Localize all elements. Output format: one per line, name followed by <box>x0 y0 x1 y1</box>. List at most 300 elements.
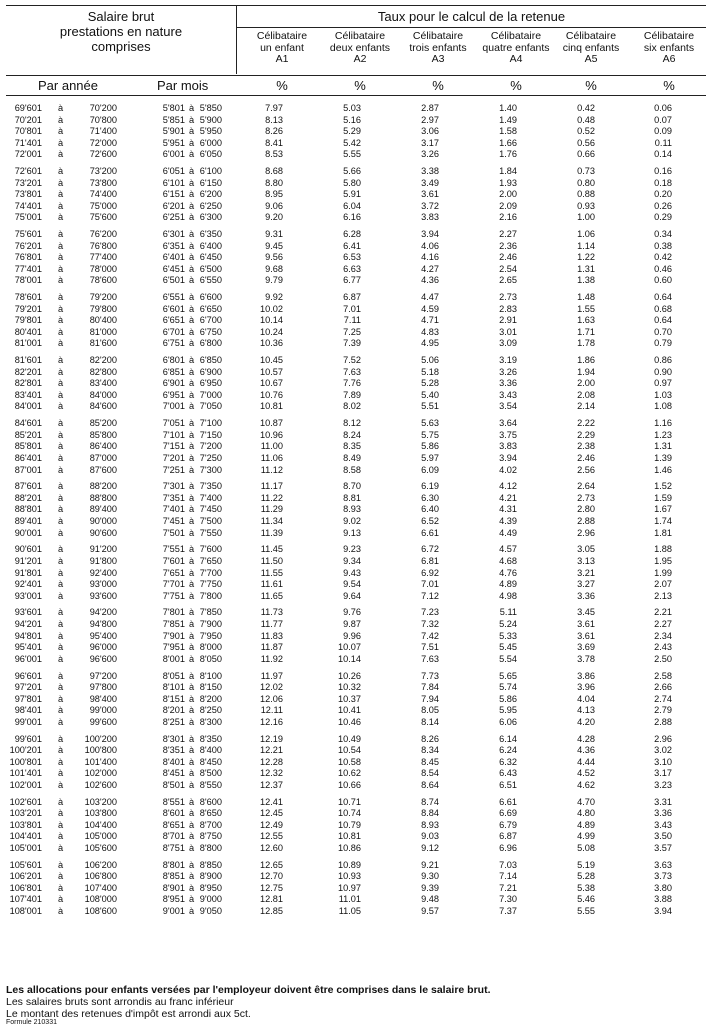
annual-from-cell: 69'601 <box>14 103 42 113</box>
rate-cell-a3: 5.63 <box>421 418 439 429</box>
rate-cell-a5: 3.27 <box>577 579 595 589</box>
annual-to-cell: 104'400 <box>84 819 117 830</box>
range-separator: à <box>189 544 195 555</box>
table-row <box>0 556 713 567</box>
range-separator: à <box>58 653 64 664</box>
rate-cell-a5: 3.61 <box>577 630 595 641</box>
range-separator: à <box>189 516 195 526</box>
annual-to-cell: 84'000 <box>89 389 117 400</box>
rate-cell-a1: 10.14 <box>260 315 283 326</box>
monthly-from-cell: 6'551 <box>162 292 185 303</box>
rate-cell-a6: 2.07 <box>654 579 672 589</box>
column-children: un enfant <box>260 41 304 54</box>
range-separator: à <box>58 212 64 223</box>
rate-cell-a4: 6.69 <box>499 808 517 819</box>
annual-to-cell: 105'600 <box>84 842 117 853</box>
annual-from-cell: 93'601 <box>14 607 42 618</box>
range-separator: à <box>189 355 195 366</box>
rate-cell-a3: 8.05 <box>421 705 439 716</box>
annual-from-cell: 86'401 <box>14 452 42 463</box>
rate-cell-a4: 3.19 <box>499 355 517 366</box>
range-separator: à <box>189 401 195 412</box>
rate-cell-a2: 8.12 <box>343 418 361 429</box>
range-separator: à <box>189 779 195 790</box>
monthly-from-cell: 8'301 <box>162 733 185 744</box>
range-separator: à <box>58 189 64 200</box>
rate-cell-a2: 7.76 <box>343 378 361 389</box>
rate-cell-a1: 11.65 <box>260 590 283 601</box>
rate-cell-a5: 0.80 <box>577 177 595 188</box>
rate-cell-a2: 6.16 <box>343 212 361 223</box>
annual-from-cell: 75'001 <box>14 212 42 223</box>
rate-cell-a5: 5.55 <box>577 905 595 916</box>
rate-cell-a4: 1.49 <box>499 114 517 125</box>
annual-to-cell: 85'200 <box>89 418 117 429</box>
rate-cell-a4: 7.21 <box>499 882 517 893</box>
rate-cell-a1: 10.81 <box>260 401 283 412</box>
rate-cell-a3: 4.95 <box>421 338 439 349</box>
rate-cell-a5: 4.20 <box>577 716 595 727</box>
annual-from-cell: 93'001 <box>14 590 42 601</box>
annual-from-cell: 95'401 <box>14 642 42 653</box>
rate-cell-a1: 10.96 <box>260 429 283 440</box>
monthly-to-cell: 6'150 <box>199 177 222 188</box>
rate-cell-a3: 5.86 <box>421 441 439 452</box>
monthly-to-cell: 6'050 <box>199 149 222 160</box>
table-row <box>0 275 713 286</box>
rate-cell-a1: 11.22 <box>260 492 283 503</box>
monthly-from-cell: 5'851 <box>162 114 185 125</box>
table-row <box>0 149 713 160</box>
rate-cell-a4: 3.54 <box>499 401 517 412</box>
annual-to-cell: 79'200 <box>89 292 117 303</box>
range-separator: à <box>189 670 195 681</box>
rate-cell-a2: 7.25 <box>343 326 361 337</box>
range-separator: à <box>189 263 195 274</box>
rate-cell-a3: 7.01 <box>421 579 439 589</box>
rate-cell-a4: 7.30 <box>499 894 517 905</box>
rate-cell-a2: 9.76 <box>343 607 361 618</box>
rate-cell-a6: 0.46 <box>654 263 672 274</box>
rate-cell-a1: 12.02 <box>260 682 283 692</box>
rate-cell-a5: 4.04 <box>577 693 595 704</box>
column-children: six enfants <box>643 41 695 54</box>
rate-cell-a2: 10.79 <box>338 819 361 830</box>
rates-heading: Taux pour le calcul de la retenue <box>377 9 566 24</box>
range-separator: à <box>58 808 64 819</box>
rate-cell-a3: 7.73 <box>421 670 439 681</box>
table-row <box>0 607 713 618</box>
range-separator: à <box>189 275 195 286</box>
monthly-to-cell: 6'550 <box>199 275 222 286</box>
range-separator: à <box>58 716 64 727</box>
range-separator: à <box>189 808 195 819</box>
table-row <box>0 229 713 240</box>
range-separator: à <box>189 240 195 251</box>
rate-cell-a6: 1.52 <box>654 481 672 492</box>
rate-cell-a6: 0.79 <box>654 338 672 349</box>
rate-cell-a2: 10.66 <box>338 779 361 790</box>
annual-to-cell: 73'200 <box>89 166 117 177</box>
monthly-to-cell: 6'700 <box>199 315 222 326</box>
annual-to-cell: 106'200 <box>84 859 117 870</box>
per-month-label: Par mois <box>157 78 209 93</box>
monthly-to-cell: 7'000 <box>199 389 222 400</box>
rate-cell-a4: 5.65 <box>499 670 517 681</box>
monthly-to-cell: 8'650 <box>199 808 222 819</box>
rate-cell-a1: 11.87 <box>260 642 283 653</box>
rate-cell-a5: 1.00 <box>577 212 595 223</box>
rate-cell-a6: 0.38 <box>654 240 672 251</box>
annual-to-cell: 88'800 <box>89 492 117 503</box>
annual-from-cell: 84'601 <box>14 418 42 429</box>
monthly-to-cell: 6'800 <box>199 338 222 349</box>
table-row <box>0 355 713 366</box>
annual-to-cell: 90'000 <box>89 516 117 526</box>
annual-from-cell: 103'801 <box>9 819 42 830</box>
monthly-from-cell: 6'751 <box>162 338 185 349</box>
rate-cell-a4: 1.84 <box>499 166 517 177</box>
range-separator: à <box>189 189 195 200</box>
monthly-from-cell: 7'601 <box>162 555 185 566</box>
annual-from-cell: 81'601 <box>14 355 42 366</box>
rate-cell-a4: 6.32 <box>499 756 517 767</box>
range-separator: à <box>58 705 64 716</box>
footnote-rounding-tax: Le montant des retenues d'impôt est arrondi aux 5ct. <box>6 1008 251 1020</box>
rate-cell-a6: 2.66 <box>654 682 672 692</box>
rate-cell-a5: 3.96 <box>577 682 595 692</box>
range-separator: à <box>58 768 64 779</box>
rate-cell-a3: 8.34 <box>421 745 439 756</box>
column-code: A4 <box>509 53 523 65</box>
table-row <box>0 390 713 401</box>
rate-cell-a3: 7.32 <box>421 618 439 629</box>
rate-cell-a6: 0.97 <box>654 378 672 389</box>
rate-cell-a2: 10.46 <box>338 716 361 727</box>
rate-cell-a5: 4.36 <box>577 745 595 756</box>
range-separator: à <box>189 819 195 830</box>
column-code: A3 <box>431 53 445 65</box>
percent-label: % <box>276 78 288 93</box>
monthly-to-cell: 6'850 <box>199 355 222 366</box>
annual-from-cell: 106'201 <box>9 871 42 882</box>
rate-cell-a3: 5.28 <box>421 378 439 389</box>
annual-from-cell: 90'001 <box>14 527 42 538</box>
range-separator: à <box>189 768 195 779</box>
column-children: quatre enfants <box>482 41 550 54</box>
annual-to-cell: 83'400 <box>89 378 117 389</box>
rate-cell-a2: 9.23 <box>343 544 361 555</box>
annual-to-cell: 91'200 <box>89 544 117 555</box>
percent-label: % <box>585 78 597 93</box>
range-separator: à <box>189 177 195 188</box>
rate-cell-a3: 8.45 <box>421 756 439 767</box>
annual-to-cell: 73'800 <box>89 177 117 188</box>
table-row <box>0 304 713 315</box>
rate-cell-a1: 11.83 <box>260 630 283 641</box>
monthly-to-cell: 7'750 <box>199 579 222 589</box>
rate-cell-a4: 4.57 <box>499 544 517 555</box>
rate-cell-a2: 6.63 <box>343 263 361 274</box>
rate-cell-a3: 9.39 <box>421 882 439 893</box>
annual-to-cell: 100'200 <box>84 733 117 744</box>
rate-cell-a3: 4.71 <box>421 315 439 326</box>
range-separator: à <box>189 682 195 692</box>
range-separator: à <box>58 252 64 263</box>
range-separator: à <box>58 905 64 916</box>
annual-to-cell: 99'600 <box>89 716 117 727</box>
range-separator: à <box>58 492 64 503</box>
monthly-from-cell: 7'401 <box>162 504 185 515</box>
rate-cell-a3: 3.61 <box>421 189 439 200</box>
rate-cell-a6: 2.21 <box>654 607 672 618</box>
table-row <box>0 418 713 429</box>
annual-from-cell: 87'001 <box>14 464 42 475</box>
rate-cell-a1: 9.06 <box>265 200 283 211</box>
rate-cell-a4: 2.09 <box>499 200 517 211</box>
annual-to-cell: 82'800 <box>89 366 117 377</box>
rate-cell-a3: 4.06 <box>421 240 439 251</box>
rate-cell-a1: 11.73 <box>260 607 283 618</box>
rate-cell-a2: 6.87 <box>343 292 361 303</box>
range-separator: à <box>189 464 195 475</box>
range-separator: à <box>58 642 64 653</box>
annual-to-cell: 81'600 <box>89 338 117 349</box>
range-separator: à <box>189 716 195 727</box>
table-row <box>0 528 713 539</box>
rate-cell-a4: 2.16 <box>499 212 517 223</box>
annual-to-cell: 100'800 <box>84 745 117 756</box>
range-separator: à <box>58 516 64 526</box>
monthly-from-cell: 8'851 <box>162 871 185 882</box>
rate-cell-a6: 0.60 <box>654 275 672 286</box>
rate-cell-a6: 1.59 <box>654 492 672 503</box>
rate-cell-a3: 6.52 <box>421 516 439 526</box>
range-separator: à <box>189 149 195 160</box>
monthly-from-cell: 8'601 <box>162 808 185 819</box>
annual-to-cell: 101'400 <box>84 756 117 767</box>
annual-from-cell: 96'001 <box>14 653 42 664</box>
range-separator: à <box>189 882 195 893</box>
rate-cell-a4: 6.61 <box>499 796 517 807</box>
range-separator: à <box>58 389 64 400</box>
range-separator: à <box>189 579 195 589</box>
range-separator: à <box>58 544 64 555</box>
range-separator: à <box>189 441 195 452</box>
monthly-to-cell: 6'950 <box>199 378 222 389</box>
rate-cell-a2: 5.66 <box>343 166 361 177</box>
rate-cell-a3: 4.59 <box>421 303 439 314</box>
rate-cell-a5: 3.86 <box>577 670 595 681</box>
range-separator: à <box>189 693 195 704</box>
rate-cell-a2: 10.49 <box>338 733 361 744</box>
monthly-from-cell: 7'801 <box>162 607 185 618</box>
rate-cell-a6: 0.26 <box>654 200 672 211</box>
range-separator: à <box>58 137 64 148</box>
rate-cell-a5: 0.93 <box>577 200 595 211</box>
monthly-to-cell: 7'450 <box>199 504 222 515</box>
rate-cell-a4: 3.75 <box>499 429 517 440</box>
rate-cell-a2: 7.11 <box>343 315 361 326</box>
monthly-from-cell: 7'451 <box>162 516 185 526</box>
range-separator: à <box>189 452 195 463</box>
range-separator: à <box>189 618 195 629</box>
annual-to-cell: 97'800 <box>89 682 117 692</box>
table-row <box>0 717 713 728</box>
percent-label: % <box>432 78 444 93</box>
annual-to-cell: 82'200 <box>89 355 117 366</box>
rate-cell-a5: 2.80 <box>577 504 595 515</box>
annual-to-cell: 71'400 <box>89 126 117 137</box>
monthly-from-cell: 6'201 <box>162 200 185 211</box>
table-row <box>0 465 713 476</box>
rate-cell-a3: 4.83 <box>421 326 439 337</box>
rate-cell-a6: 1.67 <box>654 504 672 515</box>
range-separator: à <box>189 212 195 223</box>
rate-cell-a1: 12.60 <box>260 842 283 853</box>
annual-from-cell: 96'601 <box>14 670 42 681</box>
rate-cell-a6: 0.86 <box>654 355 672 366</box>
annual-to-cell: 95'400 <box>89 630 117 641</box>
rate-cell-a1: 9.92 <box>265 292 283 303</box>
annual-to-cell: 79'800 <box>89 303 117 314</box>
rate-cell-a5: 1.48 <box>577 292 595 303</box>
table-row <box>0 894 713 905</box>
annual-from-cell: 78'001 <box>14 275 42 286</box>
rate-cell-a5: 2.14 <box>577 401 595 412</box>
rate-cell-a3: 7.42 <box>421 630 439 641</box>
rate-cell-a6: 1.08 <box>654 401 672 412</box>
range-separator: à <box>58 103 64 113</box>
rate-cell-a1: 11.39 <box>260 527 283 538</box>
monthly-to-cell: 8'700 <box>199 819 222 830</box>
rate-cell-a5: 1.55 <box>577 303 595 314</box>
rate-cell-a1: 7.97 <box>265 103 283 113</box>
rate-cell-a3: 3.38 <box>421 166 439 177</box>
rate-cell-a5: 3.05 <box>577 544 595 555</box>
monthly-from-cell: 6'351 <box>162 240 185 251</box>
rate-cell-a3: 7.94 <box>421 693 439 704</box>
range-separator: à <box>189 555 195 566</box>
monthly-from-cell: 5'901 <box>162 126 185 137</box>
rate-cell-a1: 9.79 <box>265 275 283 286</box>
rate-cell-a3: 5.40 <box>421 389 439 400</box>
annual-to-cell: 103'800 <box>84 808 117 819</box>
monthly-to-cell: 7'500 <box>199 516 222 526</box>
range-separator: à <box>58 756 64 767</box>
annual-from-cell: 74'401 <box>14 200 42 211</box>
rate-cell-a4: 5.45 <box>499 642 517 653</box>
range-separator: à <box>189 567 195 578</box>
table-row <box>0 768 713 779</box>
annual-to-cell: 108'600 <box>84 905 117 916</box>
rate-cell-a3: 6.09 <box>421 464 439 475</box>
rate-cell-a2: 9.87 <box>343 618 361 629</box>
rate-cell-a4: 6.06 <box>499 716 517 727</box>
rate-cell-a2: 10.41 <box>338 705 361 716</box>
range-separator: à <box>189 366 195 377</box>
monthly-to-cell: 8'150 <box>199 682 222 692</box>
annual-to-cell: 70'200 <box>89 103 117 113</box>
rate-cell-a4: 2.65 <box>499 275 517 286</box>
rate-cell-a3: 7.63 <box>421 653 439 664</box>
rate-cell-a6: 3.94 <box>654 905 672 916</box>
range-separator: à <box>189 705 195 716</box>
rate-cell-a6: 1.74 <box>654 516 672 526</box>
column-header-a6 <box>630 31 708 66</box>
column-code: A1 <box>275 53 289 65</box>
rate-cell-a2: 10.97 <box>338 882 361 893</box>
rate-cell-a3: 7.23 <box>421 607 439 618</box>
annual-to-cell: 102'600 <box>84 779 117 790</box>
table-row <box>0 430 713 441</box>
monthly-from-cell: 8'751 <box>162 842 185 853</box>
heading-line: Salaire brut <box>87 9 155 24</box>
subheader-rule <box>6 95 706 96</box>
table-row <box>0 831 713 842</box>
rate-cell-a2: 9.64 <box>343 590 361 601</box>
rate-cell-a2: 10.62 <box>338 768 361 779</box>
monthly-from-cell: 8'951 <box>162 894 185 905</box>
column-header-a3 <box>399 31 477 66</box>
range-separator: à <box>189 894 195 905</box>
monthly-from-cell: 6'651 <box>162 315 185 326</box>
rate-cell-a6: 2.27 <box>654 618 672 629</box>
rate-cell-a3: 9.30 <box>421 871 439 882</box>
rate-cell-a5: 3.21 <box>577 567 595 578</box>
rate-cell-a4: 2.46 <box>499 252 517 263</box>
rate-cell-a3: 4.16 <box>421 252 439 263</box>
range-separator: à <box>58 114 64 125</box>
rate-cell-a5: 0.66 <box>577 149 595 160</box>
monthly-from-cell: 7'351 <box>162 492 185 503</box>
rate-cell-a4: 2.54 <box>499 263 517 274</box>
annual-from-cell: 73'201 <box>14 177 42 188</box>
monthly-to-cell: 7'950 <box>199 630 222 641</box>
monthly-to-cell: 7'150 <box>199 429 222 440</box>
monthly-from-cell: 8'501 <box>162 779 185 790</box>
annual-from-cell: 84'001 <box>14 401 42 412</box>
annual-to-cell: 78'000 <box>89 263 117 274</box>
range-separator: à <box>58 464 64 475</box>
monthly-from-cell: 8'251 <box>162 716 185 727</box>
rate-cell-a2: 5.80 <box>343 177 361 188</box>
monthly-from-cell: 7'251 <box>162 464 185 475</box>
annual-to-cell: 98'400 <box>89 693 117 704</box>
range-separator: à <box>189 326 195 337</box>
annual-to-cell: 92'400 <box>89 567 117 578</box>
table-row <box>0 327 713 338</box>
rate-cell-a1: 12.06 <box>260 693 283 704</box>
rate-cell-a1: 10.57 <box>260 366 283 377</box>
monthly-to-cell: 7'350 <box>199 481 222 492</box>
monthly-to-cell: 8'350 <box>199 733 222 744</box>
table-row <box>0 504 713 515</box>
rate-cell-a6: 3.43 <box>654 819 672 830</box>
annual-from-cell: 85'801 <box>14 441 42 452</box>
rate-cell-a1: 9.56 <box>265 252 283 263</box>
annual-from-cell: 92'401 <box>14 579 42 589</box>
rate-cell-a5: 5.08 <box>577 842 595 853</box>
table-row <box>0 544 713 555</box>
rate-cell-a3: 8.93 <box>421 819 439 830</box>
monthly-to-cell: 8'450 <box>199 756 222 767</box>
rate-cell-a2: 5.42 <box>343 137 361 148</box>
column-code: A2 <box>353 53 367 65</box>
annual-to-cell: 88'200 <box>89 481 117 492</box>
rate-cell-a6: 0.70 <box>654 326 672 337</box>
table-row <box>0 367 713 378</box>
